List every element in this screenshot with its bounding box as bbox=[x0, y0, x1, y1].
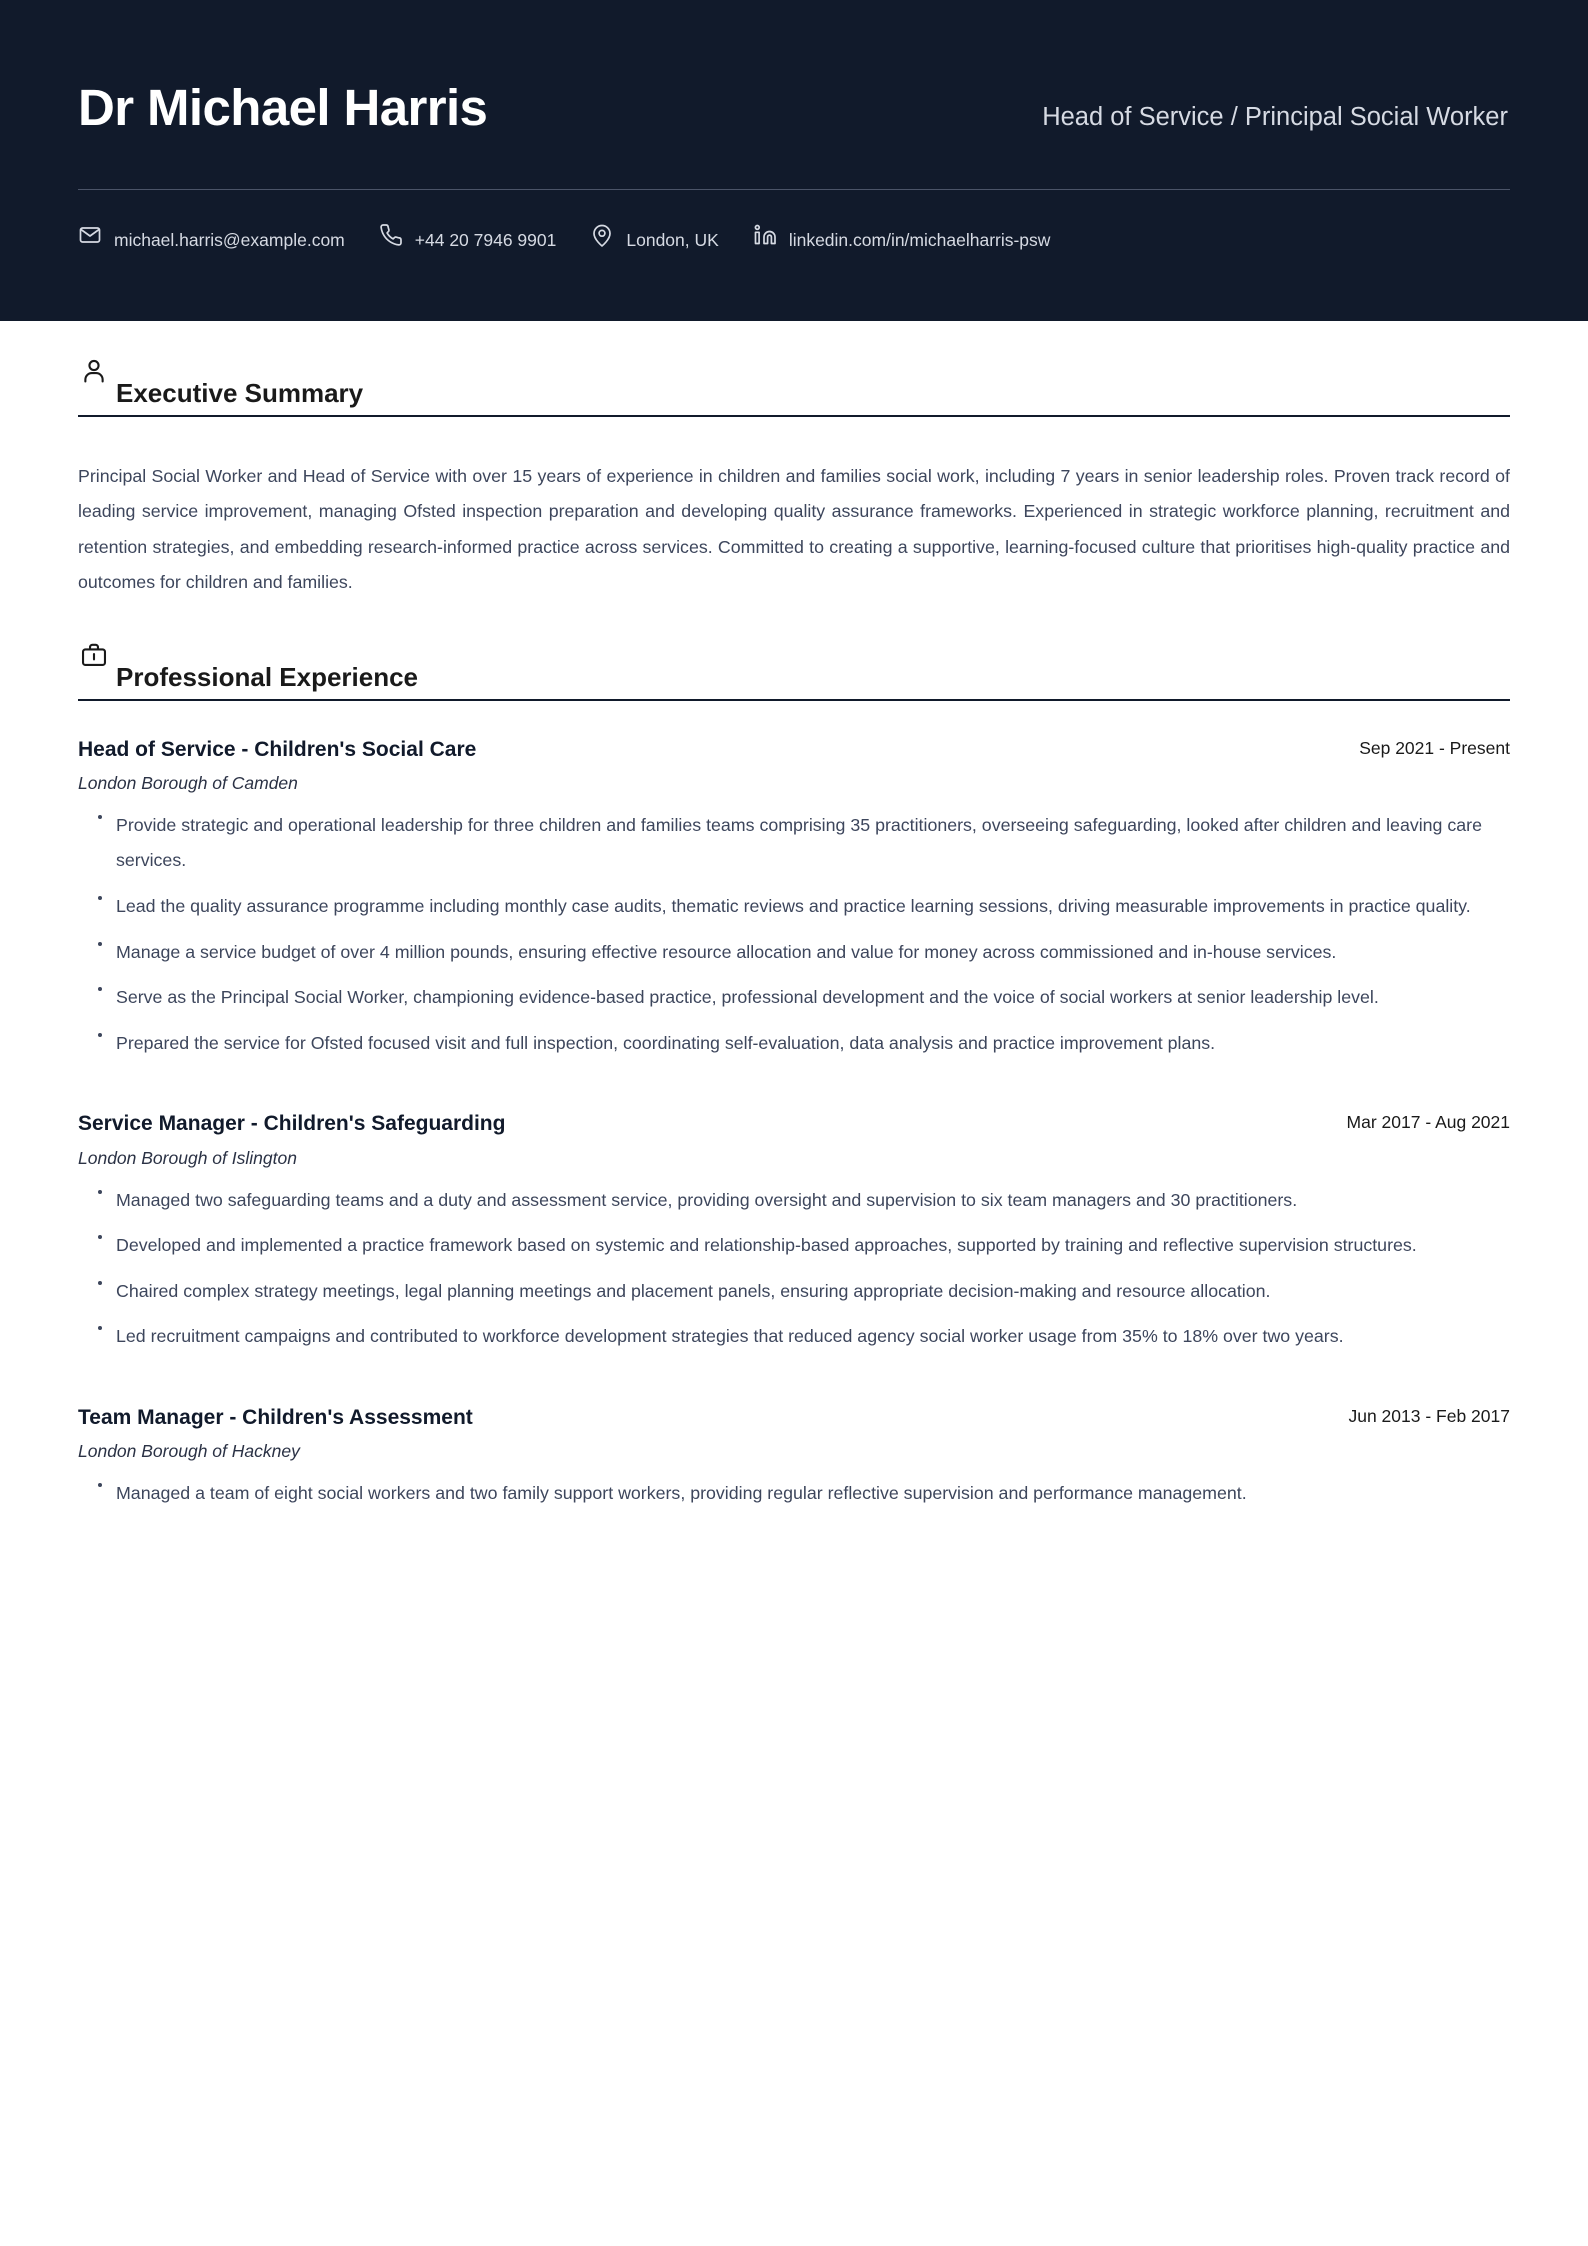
job-bullet: Managed a team of eight social workers and two family support workers, providing regular reflective supervision and performance management. bbox=[78, 1476, 1510, 1512]
contact-phone-text: +44 20 7946 9901 bbox=[414, 229, 557, 250]
job-bullet-list bbox=[78, 1183, 1510, 1355]
job-header-row bbox=[78, 1405, 1510, 1431]
phone-icon bbox=[379, 223, 403, 247]
contact-location-text: London, UK bbox=[626, 229, 719, 250]
job-header-row bbox=[78, 737, 1510, 763]
section-executive-summary bbox=[78, 379, 1510, 601]
job-date-range: Mar 2017 - Aug 2021 bbox=[1346, 1112, 1510, 1133]
linkedin-icon bbox=[753, 223, 777, 247]
job-date-range: Sep 2021 - Present bbox=[1359, 737, 1510, 758]
job-role-title: Service Manager - Children's Safeguarding bbox=[78, 1112, 506, 1136]
contact-email-text: michael.harris@example.com bbox=[114, 229, 345, 250]
job-bullet: Manage a service budget of over 4 million pounds, ensuring effective resource allocation and value for money across commissioned and in-house services. bbox=[78, 935, 1510, 971]
briefcase-icon bbox=[80, 641, 108, 669]
contact-phone[interactable] bbox=[379, 228, 557, 252]
job-organisation: London Borough of Camden bbox=[78, 772, 298, 793]
experience-section-heading bbox=[78, 663, 1510, 701]
summary-section-title: Executive Summary bbox=[116, 378, 364, 408]
experience-entry bbox=[78, 701, 1510, 1062]
job-date-range: Jun 2013 - Feb 2017 bbox=[1348, 1406, 1510, 1426]
contact-linkedin-text: linkedin.com/in/michaelharris-psw bbox=[788, 229, 1051, 250]
person-icon bbox=[80, 357, 108, 385]
job-role-title: Head of Service - Children's Social Care bbox=[78, 737, 477, 761]
job-header-row bbox=[78, 1111, 1510, 1137]
experience-entry bbox=[78, 1365, 1510, 1512]
job-bullet: Managed two safeguarding teams and a duty and assessment service, providing oversight and supervision to six team managers and 30 practitioners. bbox=[78, 1183, 1510, 1219]
section-professional-experience bbox=[78, 663, 1510, 1512]
job-organisation: London Borough of Islington bbox=[78, 1147, 297, 1168]
summary-paragraph: Principal Social Worker and Head of Service with over 15 years of experience in children and families social work, including 7 years in senior leadership roles. Proven track record of leading service improvement, managing Ofsted inspection preparation and developing quality assurance frameworks. Experienced in strategic workforce planning, recruitment and retention strategies, and embedding research-informed practice across services. Committed to creating a supportive, learning-focused culture that prioritises high-quality practice and outcomes for children and families. bbox=[78, 465, 1510, 593]
contact-email[interactable] bbox=[78, 228, 345, 252]
resume-body bbox=[0, 379, 1588, 1512]
job-bullet: Developed and implemented a practice framework based on systemic and relationship-based approaches, supported by training and reflective supervision structures. bbox=[78, 1228, 1510, 1264]
summary-section-heading bbox=[78, 379, 1510, 417]
candidate-job-title: Head of Service / Principal Social Worker bbox=[1042, 103, 1508, 131]
envelope-icon bbox=[78, 223, 102, 247]
resume-header bbox=[0, 0, 1588, 321]
job-bullet-list bbox=[78, 808, 1510, 1062]
contact-linkedin[interactable] bbox=[753, 228, 1051, 252]
job-bullet: Provide strategic and operational leadership for three children and families teams comprising 35 practitioners, overseeing safeguarding, looked after children and leaving care services. bbox=[78, 808, 1510, 879]
job-role-title: Team Manager - Children's Assessment bbox=[78, 1406, 473, 1429]
job-bullet: Prepared the service for Ofsted focused visit and full inspection, coordinating self-evaluation, data analysis and practice improvement plans. bbox=[78, 1026, 1510, 1062]
job-bullet-list bbox=[78, 1476, 1510, 1512]
contact-row bbox=[78, 190, 1510, 252]
job-bullet: Chaired complex strategy meetings, legal planning meetings and placement panels, ensuring appropriate decision-making and resource allocation. bbox=[78, 1274, 1510, 1310]
header-title-row bbox=[78, 78, 1510, 189]
contact-location bbox=[590, 228, 718, 252]
job-bullet: Lead the quality assurance programme including monthly case audits, thematic reviews and practice learning sessions, driving measurable improvements in practice quality. bbox=[78, 889, 1510, 925]
job-bullet: Led recruitment campaigns and contributed to workforce development strategies that reduced agency social worker usage from 35% to 18% over two years. bbox=[78, 1319, 1510, 1355]
job-organisation: London Borough of Hackney bbox=[78, 1441, 300, 1462]
experience-section-title: Professional Experience bbox=[116, 661, 419, 692]
job-bullet: Serve as the Principal Social Worker, championing evidence-based practice, professional development and the voice of social workers at senior leadership level. bbox=[78, 980, 1510, 1016]
candidate-name: Dr Michael Harris bbox=[78, 79, 488, 136]
location-pin-icon bbox=[590, 223, 614, 247]
experience-entry bbox=[78, 1071, 1510, 1355]
